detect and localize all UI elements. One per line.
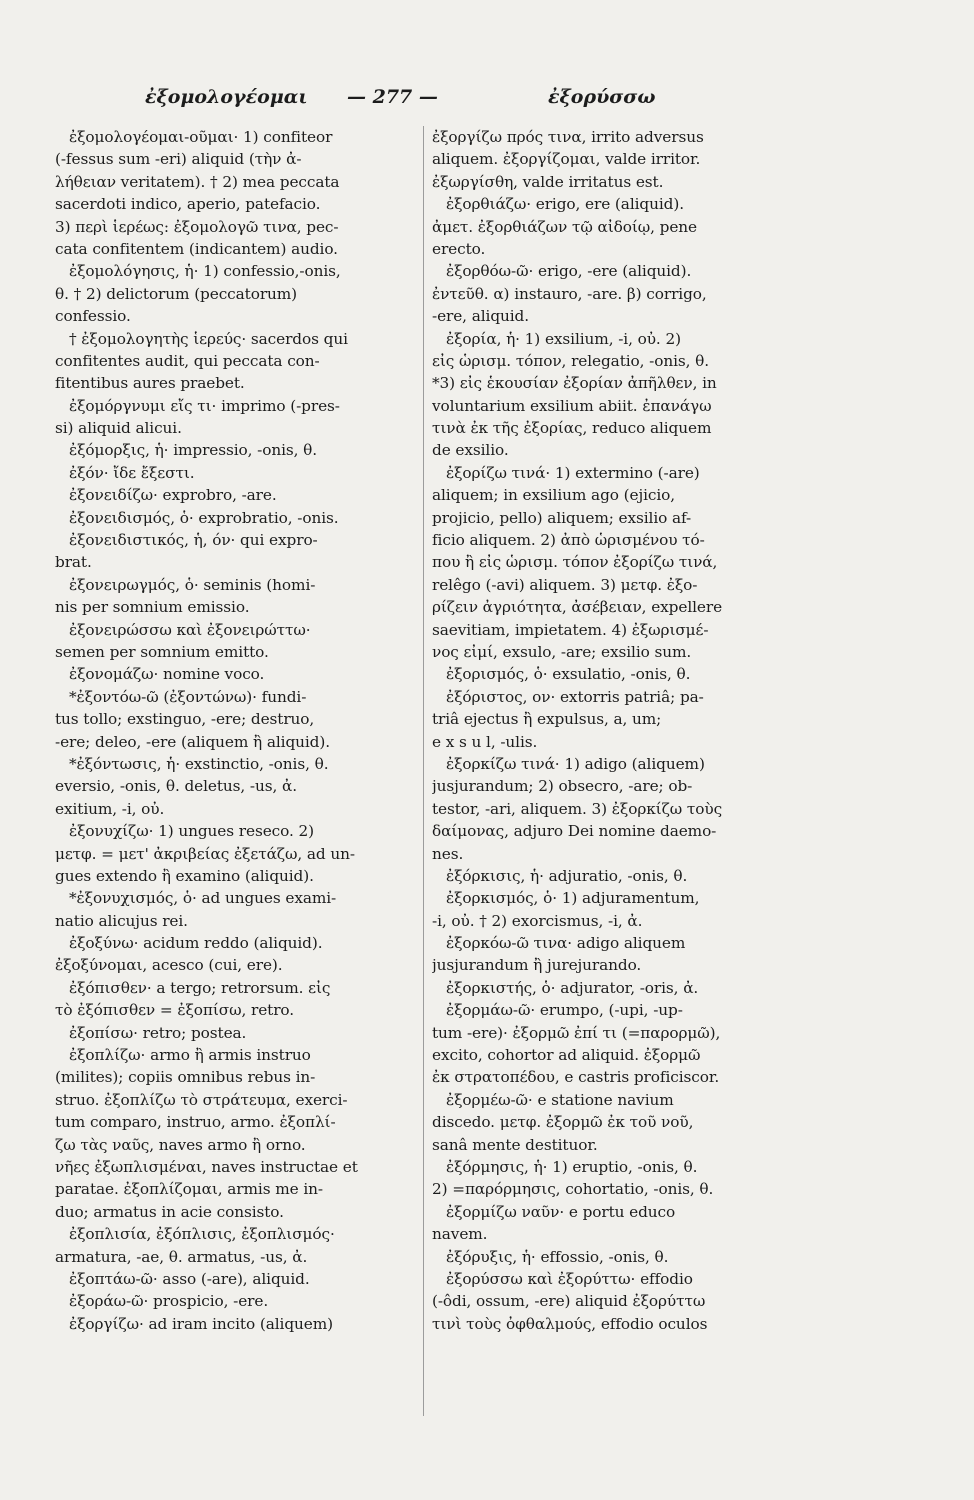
entry-headword-line: ἐξορμάω-ῶ· erumpo, (-upi, -up- [446, 1001, 683, 1020]
entry-text-line: de exsilio. [432, 441, 509, 460]
entry-text-line: θ. † 2) delictorum (peccatorum) [55, 284, 298, 303]
entry-text-line: voluntarium exsilium abiit. ἐπανάγω [432, 396, 712, 415]
entry-headword-line: ἐξόρυξις, ἡ· effossio, -onis, θ. [446, 1247, 669, 1266]
entry-text-line: ἐντεῦθ. α) instauro, -are. β) corrigo, [432, 284, 707, 303]
entry-text-line: που ἢ εἰς ὡρισμ. τόπον ἐξορίζω τινά, [432, 553, 718, 572]
left-column [55, 126, 419, 1416]
entry-headword-line: ἐξορμίζω ναῦν· e portu educo [446, 1202, 676, 1221]
entry-headword-line: ἐξορμέω-ῶ· e statione navium [446, 1090, 674, 1109]
entry-text-line: τινὰ ἐκ τῆς ἐξορίας, reduco aliquem [432, 419, 712, 438]
entry-headword-line: ἐξορθιάζω· erigo, ere (aliquid). [446, 195, 684, 214]
entry-text-line: ἐξωργίσθη, valde irritatus est. [432, 172, 664, 191]
entry-text-line: discedo. μετφ. ἐξορμῶ ἐκ τοῦ νοῦ, [432, 1113, 694, 1132]
entry-text-line: ἐκ στρατοπέδου, e castris proficiscor. [432, 1068, 720, 1087]
entry-text-line: ἐξοργίζω πρός τινα, irrito adversus [432, 128, 704, 146]
entry-text-line: ἐξοξύνομαι, acesco (cui, ere). [55, 956, 283, 975]
entry-headword-line: ἐξόπισθεν· a tergo; retrorsum. εἰς [69, 978, 331, 997]
entry-text-line: navem. [432, 1225, 488, 1244]
entry-headword-line: ἐξοπτάω-ῶ· asso (-are), aliquid. [69, 1269, 310, 1288]
entry-headword-line: ἐξονειρωγμός, ὁ· seminis (homi- [69, 575, 316, 594]
header-left-guide-word: ἐξομολογέομαι [145, 86, 308, 108]
entry-text-line: 3) περὶ ἱερέως: ἐξομολογῶ τινα, pec- [55, 217, 339, 236]
entry-headword-line: ἐξοπλισία, ἐξόπλισις, ἐξοπλισμός· [69, 1225, 335, 1244]
entry-text-line: exitium, -i, οὐ. [55, 799, 165, 818]
entry-headword-line: ἐξονομάζω· nomine voco. [69, 665, 265, 684]
entry-text-line: duo; armatus in acie consisto. [55, 1202, 284, 1221]
entry-text-line: relêgo (-avi) aliquem. 3) μετφ. ἐξο- [432, 575, 698, 594]
entry-headword-line: ἐξομολογέομαι-οῦμαι· 1) confiteor [69, 128, 333, 146]
entry-text-line: tus tollo; exstinguo, -ere; destruo, [55, 710, 315, 729]
entry-text-line: εἰς ὡρισμ. τόπον, relegatio, -onis, θ. [432, 351, 710, 370]
entry-text-line: ρίζειν ἀγριότητα, ἀσέβειαν, expellere [432, 598, 723, 617]
entry-text-line: ἀμετ. ἐξορθιάζων τῷ αἰδοίῳ, pene [432, 217, 697, 236]
header-right-guide-word: ἐξορύσσω [548, 86, 656, 108]
entry-headword-line: ἐξονειδιστικός, ἡ, όν· qui expro- [69, 531, 318, 550]
entry-headword-line: ἐξορκιστής, ὁ· adjurator, -oris, ἀ. [446, 978, 699, 997]
entry-headword-line: ἐξόρκισις, ἡ· adjuratio, -onis, θ. [446, 866, 688, 885]
entry-headword-line: ἐξορκόω-ῶ τινα· adigo aliquem [446, 934, 686, 953]
entry-headword-line: ἐξόν· ἴδε ἔξεστι. [69, 463, 195, 482]
entry-text-line: *3) εἰς ἑκουσίαν ἐξορίαν ἀπῆλθεν, in [432, 374, 717, 393]
entry-headword-line: ἐξονειδισμός, ὁ· exprobratio, -onis. [69, 508, 339, 527]
entry-headword-line: ἐξορύσσω καὶ ἐξορύττω· effodio [446, 1269, 693, 1288]
entry-text-line: 2) =παρόρμησις, cohortatio, -onis, θ. [432, 1180, 714, 1199]
entry-text-line: jusjurandum; 2) obsecro, -are; ob- [432, 777, 693, 796]
entry-text-line: tum -ere)· ἐξορμῶ ἐπί τι (=παρορμῶ), [432, 1023, 721, 1042]
entry-headword-line: ἐξοράω-ῶ· prospicio, -ere. [69, 1292, 269, 1311]
entry-text-line: -ere, aliquid. [432, 307, 530, 326]
entry-text-line: excito, cohortor ad aliquid. ἐξορμῶ [432, 1046, 701, 1065]
entry-headword-line: ἐξόμορξις, ἡ· impressio, -onis, θ. [69, 441, 318, 460]
entry-text-line: confitentes audit, qui peccata con- [55, 351, 320, 370]
column-divider [423, 126, 424, 1416]
page-number: — 277 — [347, 86, 438, 108]
entry-headword-line: ἐξονειρώσσω καὶ ἐξονειρώττω· [69, 620, 311, 639]
entry-headword-line: ἐξομόργνυμι εἴς τι· imprimo (-pres- [69, 396, 340, 415]
entry-headword-line: ἐξορθόω-ῶ· erigo, -ere (aliquid). [446, 262, 692, 281]
entry-text-line: νῆες ἐξωπλισμέναι, naves instructae et [55, 1157, 358, 1176]
entry-text-line: (-ôdi, ossum, -ere) aliquid ἐξορύττω [432, 1292, 706, 1311]
entry-text-line: nes. [432, 844, 464, 863]
entry-headword-line: ἐξομολόγησις, ἡ· 1) confessio,-onis, [69, 262, 341, 281]
entry-text-line: ζω τὰς ναῦς, naves armo ἢ orno. [55, 1135, 306, 1154]
entry-text-line: sanâ mente destituor. [432, 1135, 598, 1154]
entry-text-line: (-fessus sum -eri) aliquid (τὴν ἀ- [55, 150, 302, 169]
entry-text-line: aliquem. ἐξοργίζομαι, valde irritor. [432, 150, 701, 169]
entry-text-line: paratae. ἐξοπλίζομαι, armis me in- [55, 1180, 323, 1199]
entry-headword-line: ἐξορκισμός, ὁ· 1) adjuramentum, [446, 889, 700, 908]
entry-headword-line: *ἐξοντόω-ῶ (ἐξοντώνω)· fundi- [69, 687, 307, 706]
entry-text-line: sacerdoti indico, aperio, patefacio. [55, 195, 321, 214]
entry-text-line: nis per somnium emissio. [55, 598, 250, 617]
entry-headword-line: ἐξόριστος, ον· extorris patriâ; pa- [446, 687, 704, 706]
entry-text-line: μετφ. = μετ' ἀκριβείας ἐξετάζω, ad un- [55, 844, 355, 863]
entry-text-line: e x s u l, -ulis. [432, 732, 538, 751]
page-header [0, 86, 974, 116]
entry-text-line: -i, οὐ. † 2) exorcismus, -i, ἀ. [432, 911, 643, 930]
entry-text-line: si) aliquid alicui. [55, 419, 182, 438]
entry-text-line: fitentibus aures praebet. [55, 374, 245, 393]
entry-headword-line: ἐξορία, ἡ· 1) exsilium, -i, οὐ. 2) [446, 329, 681, 348]
entry-text-line: τινὶ τοὺς ὀφθαλμούς, effodio oculos [432, 1314, 708, 1333]
entry-headword-line: ἐξορισμός, ὁ· exsulatio, -onis, θ. [446, 665, 691, 684]
entry-text-line: tum comparo, instruo, armo. ἐξοπλί- [55, 1113, 336, 1132]
entry-headword-line: ἐξονυχίζω· 1) ungues reseco. 2) [69, 822, 314, 841]
entry-headword-line: *ἐξόντωσις, ἡ· exstinctio, -onis, θ. [69, 754, 329, 773]
entry-headword-line: ἐξοπλίζω· armo ἢ armis instruo [69, 1046, 311, 1065]
entry-headword-line: ἐξοξύνω· acidum reddo (aliquid). [69, 934, 323, 953]
entry-text-line: erecto. [432, 239, 486, 258]
entry-headword-line: ἐξορκίζω τινά· 1) adigo (aliquem) [446, 754, 705, 773]
entry-text-line: -ere; deleo, -ere (aliquem ἢ aliquid). [55, 732, 331, 751]
entry-text-line: eversio, -onis, θ. deletus, -us, ἀ. [55, 777, 298, 796]
entry-headword-line: ἐξοργίζω· ad iram incito (aliquem) [69, 1314, 333, 1333]
entry-headword-line: ἐξοπίσω· retro; postea. [69, 1023, 247, 1042]
entry-text-line: testor, -ari, aliquem. 3) ἐξορκίζω τοὺς [432, 799, 723, 818]
entry-text-line: δαίμονας, adjuro Dei nomine daemo- [432, 822, 717, 841]
entry-text-line: ficio aliquem. 2) ἀπὸ ὡρισμένου τό- [432, 531, 705, 550]
entry-text-line: confessio. [55, 307, 131, 326]
right-column [432, 126, 815, 1416]
entry-text-line: aliquem; in exsilium ago (ejicio, [432, 486, 676, 505]
entry-text-line: triâ ejectus ἢ expulsus, a, um; [432, 710, 662, 729]
entry-text-line: armatura, -ae, θ. armatus, -us, ἀ. [55, 1247, 308, 1266]
entry-headword-line: *ἐξονυχισμός, ὁ· ad ungues exami- [69, 889, 337, 908]
entry-text-line: brat. [55, 553, 92, 572]
entry-text-line: gues extendo ἢ examino (aliquid). [55, 866, 314, 885]
entry-headword-line: ἐξονειδίζω· exprobro, -are. [69, 486, 277, 505]
entry-text-line: λήθειαν veritatem). † 2) mea peccata [55, 172, 340, 191]
entry-headword-line: ἐξορίζω τινά· 1) extermino (-are) [446, 463, 700, 482]
entry-text-line: natio alicujus rei. [55, 911, 188, 930]
entry-headword-line: ἐξόρμησις, ἡ· 1) eruptio, -onis, θ. [446, 1157, 698, 1176]
entry-text-line: projicio, pello) aliquem; exsilio af- [432, 508, 692, 527]
entry-text-line: semen per somnium emitto. [55, 642, 269, 661]
entry-text-line: saevitiam, impietatem. 4) ἐξωρισμέ- [432, 620, 709, 639]
entry-text-line: τὸ ἐξόπισθεν = ἐξοπίσω, retro. [55, 1001, 295, 1020]
entry-text-line: (milites); copiis omnibus rebus in- [55, 1068, 316, 1087]
entry-text-line: jusjurandum ἢ jurejurando. [432, 956, 642, 975]
entry-text-line: νος εἰμί, exsulo, -are; exsilio sum. [432, 642, 692, 661]
entry-text-line: struo. ἐξοπλίζω τὸ στράτευμα, exerci- [55, 1090, 348, 1109]
entry-text-line: cata confitentem (indicantem) audio. [55, 239, 338, 258]
entry-headword-line: † ἐξομολογητὴς ἱερεύς· sacerdos qui [69, 329, 348, 348]
